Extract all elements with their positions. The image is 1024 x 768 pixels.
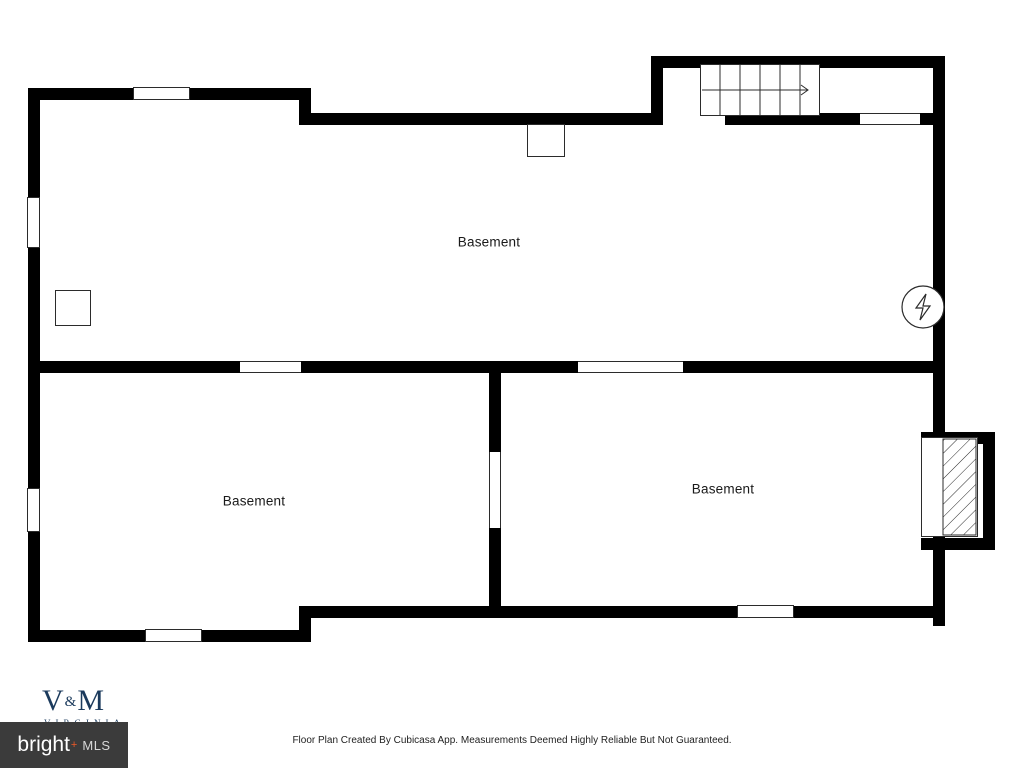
doorway-interior-vertical-band — [489, 452, 501, 528]
bright-mls-suffix: MLS — [82, 737, 111, 753]
chimney-chase-icon — [527, 124, 565, 157]
vm-logo — [42, 684, 105, 718]
vm-logo-v: V — [42, 684, 65, 717]
bright-mls-badge — [0, 722, 128, 768]
room-label-basement-lower-right: Basement — [691, 481, 755, 497]
wall-top-middle — [299, 113, 655, 125]
window-left-upper — [27, 197, 40, 248]
opening-mid-wall-left-band — [240, 361, 301, 373]
vm-logo-amp: & — [64, 694, 78, 710]
opening-mid-wall-right-band — [578, 361, 683, 373]
window-top-left — [133, 87, 190, 100]
window-bottom-left — [145, 629, 202, 642]
opening-stair-bumpout-right-band — [860, 113, 920, 125]
wall-bottom-right — [299, 606, 945, 618]
window-bottom-right — [737, 605, 794, 618]
disclaimer-text: Floor Plan Created By Cubicasa App. Measurements Deemed Highly Reliable But Not Guaranteed. — [292, 735, 732, 746]
wall-bumpout-left — [651, 56, 663, 125]
column-icon — [55, 290, 91, 326]
wall-interior-horizontal — [28, 361, 945, 373]
electrical-panel-icon — [900, 284, 946, 330]
stairs-icon — [700, 64, 860, 124]
window-left-lower — [27, 488, 40, 532]
room-label-basement-upper: Basement — [457, 234, 521, 250]
bright-mls-mark-icon: + — [70, 739, 78, 751]
room-label-basement-lower-left: Basement — [222, 493, 286, 509]
bright-mls-wordmark: bright — [17, 733, 70, 756]
vm-logo-m: M — [77, 684, 106, 717]
hatched-area-icon — [921, 437, 991, 543]
